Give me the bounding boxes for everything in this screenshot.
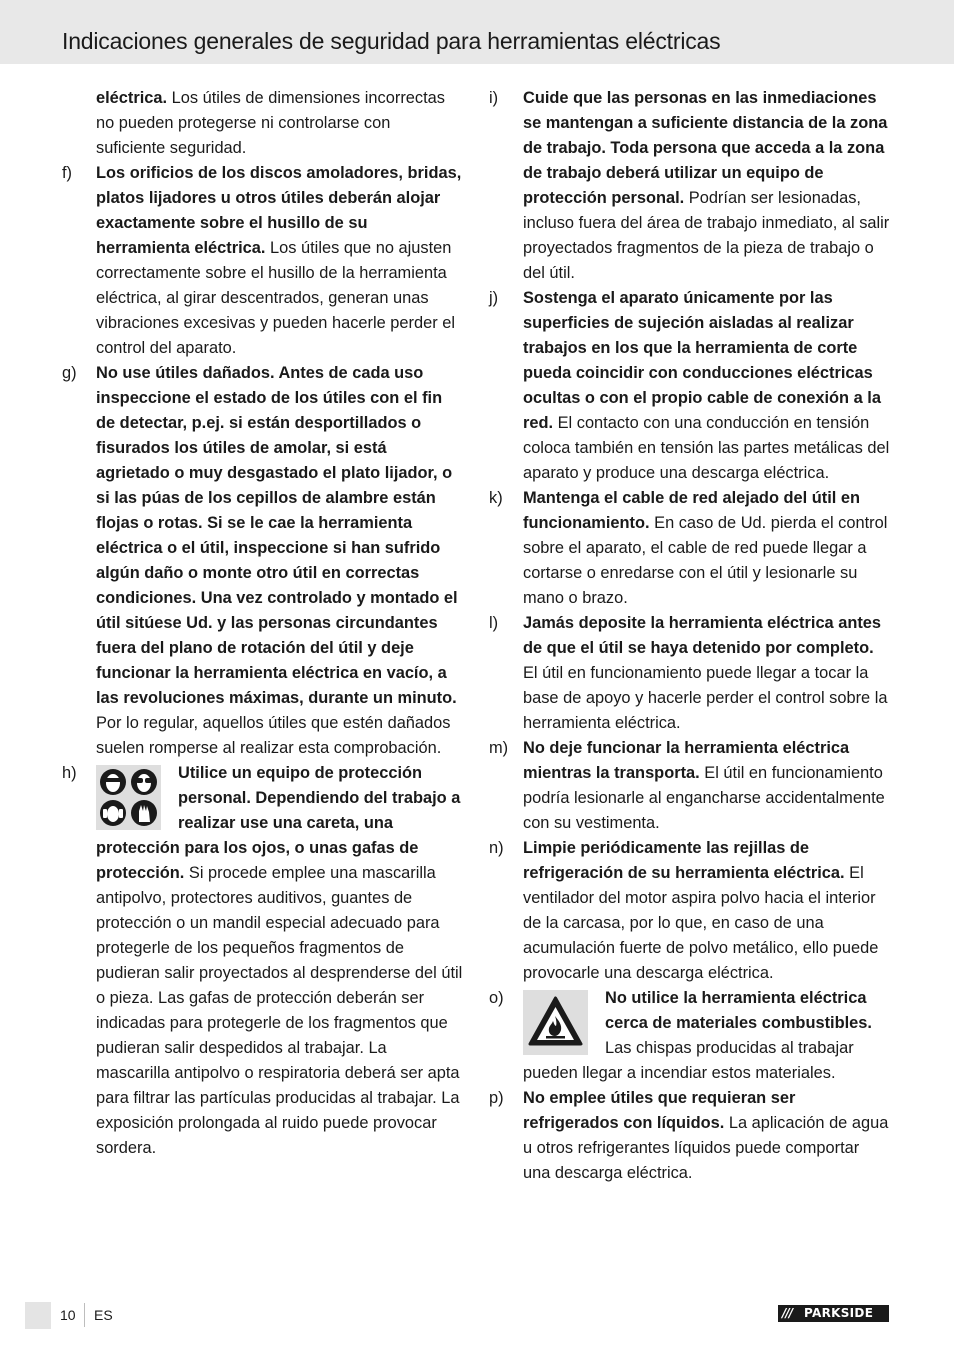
item-bold-text: Mantenga el cable de red alejado del útil en funcionamiento. [523, 489, 861, 532]
item-text: La aplicación de agua u otros refrigerantes líquidos puede comportar una descarga eléctrica. [523, 1114, 889, 1182]
item-letter: p) [489, 1089, 504, 1107]
instruction-item-m [489, 736, 891, 836]
item-letter: g) [62, 364, 77, 382]
item-bold-text: Cuide que las personas en las inmediaciones se mantengan a suficiente distancia de la zona de trabajo. Toda persona que acceda a la zona de trabajo deberá utilizar un equipo de protección personal. [523, 89, 888, 207]
item-bold-text: Los orificios de los discos amoladores, bridas, platos lijadores u otros útiles deberán alojar exactamente sobre el husillo de su herramienta eléctrica. [96, 164, 462, 257]
instruction-item-k [489, 486, 891, 611]
item-letter: f) [62, 164, 73, 182]
item-text: Los útiles que no ajusten correctamente sobre el husillo de la herramienta eléctrica, al girar descentrados, generan unas vibraciones excesivas y pueden hacerle perder el control del aparato. [96, 239, 455, 357]
item-letter: j) [489, 289, 499, 307]
page-header [0, 0, 954, 64]
footer-divider [84, 1303, 85, 1327]
item-bold-text: Utilice un equipo de protección personal. Dependiendo del trabajo a realizar use una careta, una protección para los ojos, o unas gafas de protección. [96, 764, 461, 882]
item-text: El útil en funcionamiento podría lesionarle al engancharse accidentalmente con su vestimenta. [523, 764, 885, 832]
item-letter: l) [489, 614, 499, 632]
item-bold-text: Limpie periódicamente las rejillas de refrigeración de su herramienta eléctrica. [523, 839, 845, 882]
item-bold-text: No deje funcionar la herramienta eléctrica mientras la transporta. [523, 739, 850, 782]
continuation-bold: eléctrica. [96, 89, 168, 107]
item-bold-text: Sostenga el aparato únicamente por las superficies de sujeción aisladas al realizar trabajos en los que la herramienta de corte pueda coincidir con conducciones eléctricas ocultas o con el propio cable de conexión a la red. [523, 289, 881, 432]
item-letter: m) [489, 739, 509, 757]
instruction-item-g [62, 361, 464, 761]
item-text: El contacto con una conducción en tensión coloca también en tensión las partes metálicas del aparato y produce una descarga eléctrica. [523, 414, 890, 482]
brand-logo [778, 1305, 889, 1322]
continuation-paragraph [62, 86, 464, 161]
language-code: ES [94, 1307, 113, 1323]
item-letter: o) [489, 989, 504, 1007]
item-letter: i) [489, 89, 499, 107]
instruction-item-f [62, 161, 464, 361]
item-text: Si procede emplee una mascarilla antipolvo, protectores auditivos, guantes de protección o un mandil especial adecuado para protegerle de los pequeños fragmentos de pudieran salir proyectados al desprenderse del útil o pieza. Las gafas de protección deberán ser indicadas para protegerle de los fragmentos que pudieran salir despedidos al trabajar. La mascarilla antipolvo o respiratoria deberá ser apta para filtrar las partículas producidas al trabajar. La exposición prolongada al ruido puede provocar sordera. [96, 864, 463, 1157]
item-bold-text: Jamás deposite la herramienta eléctrica antes de que el útil se haya detenido por completo. [523, 614, 882, 657]
instruction-item-p [489, 1086, 891, 1186]
instruction-item-h [62, 761, 464, 1161]
flammable-warning-icon [523, 990, 588, 1055]
item-text: El ventilador del motor aspira polvo hacia el interior de la carcasa, por lo que, en caso de una acumulación fuerte de polvo metálico, ello puede provocarle una descarga eléctrica. [523, 864, 879, 982]
instruction-item-l [489, 611, 891, 736]
instruction-item-n [489, 836, 891, 986]
instruction-item-j [489, 286, 891, 486]
instruction-item-o [489, 986, 891, 1086]
item-bold-text: No use útiles dañados. Antes de cada uso inspeccione el estado de los útiles con el fin de detectar, p.ej. si están desportillados o fisurados los útiles de amolar, si está agrietado o muy desgastado el plato lijador, o si las púas de los cepillos de alambre están flojas o rotas. Si se le cae la herramienta eléctrica o el útil, inspeccione si han sufrido algún daño o monte otro útil en correctas condiciones. Una vez controlado y montado el útil sitúese Ud. y las personas circundantes fuera del plano de rotación del útil y deje funcionar la herramienta eléctrica en vacío, a las revoluciones máximas, durante un minuto. [96, 364, 458, 707]
item-text: Las chispas producidas al trabajar pueden llegar a incendiar estos materiales. [523, 1039, 854, 1082]
item-bold-text: No emplee útiles que requieran ser refrigerados con líquidos. [523, 1089, 796, 1132]
instruction-item-i [489, 86, 891, 286]
item-text: El útil en funcionamiento puede llegar a tocar la base de apoyo y hacerle perder el control sobre la herramienta eléctrica. [523, 664, 888, 732]
left-column [62, 86, 464, 1161]
right-column [489, 86, 891, 1186]
item-text: Por lo regular, aquellos útiles que estén dañados suelen romperse al realizar esta comprobación. [96, 714, 451, 757]
footer-marker [25, 1302, 51, 1329]
brand-mark: /// [782, 1306, 793, 1320]
continuation-text: Los útiles de dimensiones incorrectas no pueden protegerse ni controlarse con suficiente seguridad. [96, 89, 445, 157]
item-letter: h) [62, 764, 77, 782]
item-text: En caso de Ud. pierda el control sobre el aparato, el cable de red puede llegar a cortarse o enredarse con el útil y lesionarle su mano o brazo. [523, 514, 888, 607]
page-title: Indicaciones generales de seguridad para herramientas eléctricas [62, 28, 721, 54]
item-bold-text: No utilice la herramienta eléctrica cerca de materiales combustibles. [605, 989, 872, 1032]
item-text: Podrían ser lesionadas, incluso fuera del área de trabajo inmediato, al salir proyectados fragmentos de la pieza de trabajo o del útil. [523, 189, 890, 282]
protective-equipment-icon [96, 765, 161, 830]
brand-name: PARKSIDE [804, 1306, 874, 1320]
item-letter: n) [489, 839, 504, 857]
item-letter: k) [489, 489, 503, 507]
page-number: 10 [60, 1307, 76, 1323]
